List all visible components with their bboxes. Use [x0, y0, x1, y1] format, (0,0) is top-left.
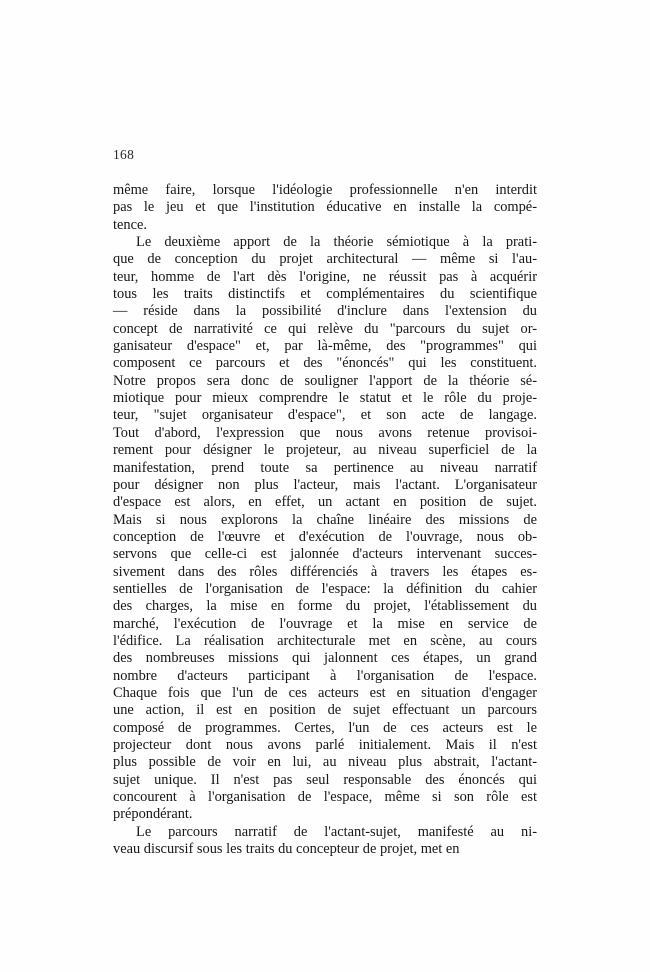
- text-line: marché, l'exécution de l'ouvrage et la mise en service de: [113, 615, 537, 632]
- text-line: plus possible de voir en lui, au niveau plus abstrait, l'actant-: [113, 754, 537, 771]
- text-line: miotique pour mieux comprendre le statut et le rôle du proje-: [113, 390, 537, 407]
- text-line: des charges, la mise en forme du projet, l'établissement du: [113, 598, 537, 615]
- text-line: nombre d'acteurs participant à l'organisation de l'espace.: [113, 667, 537, 684]
- text-line: rement pour désigner le projeteur, au niveau superficiel de la: [113, 442, 537, 459]
- text-line: même faire, lorsque l'idéologie professionnelle n'en interdit: [113, 182, 537, 198]
- paragraph-2: [113, 234, 537, 824]
- page-number: 168: [113, 147, 135, 162]
- text-line: teur, homme de l'art dès l'origine, ne réussit pas à acquérir: [113, 268, 537, 285]
- text-line: prépondérant.: [113, 806, 193, 823]
- text-line: composent ce parcours et des "énoncés" qui les constituent.: [113, 355, 537, 372]
- paragraph-1: [113, 182, 537, 234]
- text-line: pas le jeu et que l'institution éducative en installe la compé-: [113, 199, 537, 216]
- text-line: conception de l'œuvre et d'exécution de l'ouvrage, nous ob-: [113, 528, 537, 545]
- text-line: pour désigner non plus l'acteur, mais l'actant. L'organisateur: [113, 476, 537, 493]
- text-line: ganisateur d'espace" et, par là-même, des "programmes" qui: [113, 338, 537, 355]
- text-line: Le deuxième apport de la théorie sémiotique à la prati-: [136, 234, 537, 251]
- text-line: Mais si nous explorons la chaîne linéaire des missions de: [113, 511, 537, 528]
- text-line: sivement dans des rôles différenciés à travers les étapes es-: [113, 563, 537, 580]
- text-line: Notre propos sera donc de souligner l'apport de la théorie sé-: [113, 372, 537, 389]
- text-line: manifestation, prend toute sa pertinence au niveau narratif: [113, 459, 537, 476]
- text-line: servons que celle-ci est jalonnée d'acteurs intervenant succes-: [113, 546, 537, 563]
- text-line: l'édifice. La réalisation architecturale met en scène, au cours: [113, 632, 537, 649]
- paragraph-3: [113, 824, 537, 859]
- text-line: Chaque fois que l'un de ces acteurs est en situation d'engager: [113, 684, 537, 701]
- text-line: concourent à l'organisation de l'espace, même si son rôle est: [113, 789, 537, 806]
- text-line: des nombreuses missions qui jalonnent ces étapes, un grand: [113, 650, 537, 667]
- text-line: teur, "sujet organisateur d'espace", et son acte de langage.: [113, 407, 537, 424]
- text-line: projecteur dont nous avons parlé initialement. Mais il n'est: [113, 737, 537, 753]
- text-line: — réside dans la possibilité d'inclure dans l'extension du: [113, 303, 537, 320]
- text-line: Le parcours narratif de l'actant-sujet, manifesté au ni-: [136, 823, 537, 840]
- text-line: sujet unique. Il n'est pas seul responsable des énoncés qui: [113, 771, 537, 788]
- text-line: tence.: [113, 216, 147, 233]
- text-line: sentielles de l'organisation de l'espace: la définition du cahier: [113, 580, 537, 597]
- text-line: une action, il est en position de sujet effectuant un parcours: [113, 702, 537, 719]
- text-line: Tout d'abord, l'expression que nous avons retenue provisoi-: [113, 424, 537, 441]
- text-line: d'espace est alors, en effet, un actant en position de sujet.: [113, 494, 537, 511]
- body-text-column: [113, 182, 537, 858]
- text-line: veau discursif sous les traits du concepteur de projet, met en: [113, 841, 460, 858]
- text-line: composé de programmes. Certes, l'un de ces acteurs est le: [113, 719, 537, 736]
- text-line: tous les traits distinctifs et complémentaires du scientifique: [113, 286, 537, 303]
- text-line: concept de narrativité ce qui relève du "parcours du sujet or-: [113, 320, 537, 337]
- text-line: que de conception du projet architectural — même si l'au-: [113, 251, 537, 268]
